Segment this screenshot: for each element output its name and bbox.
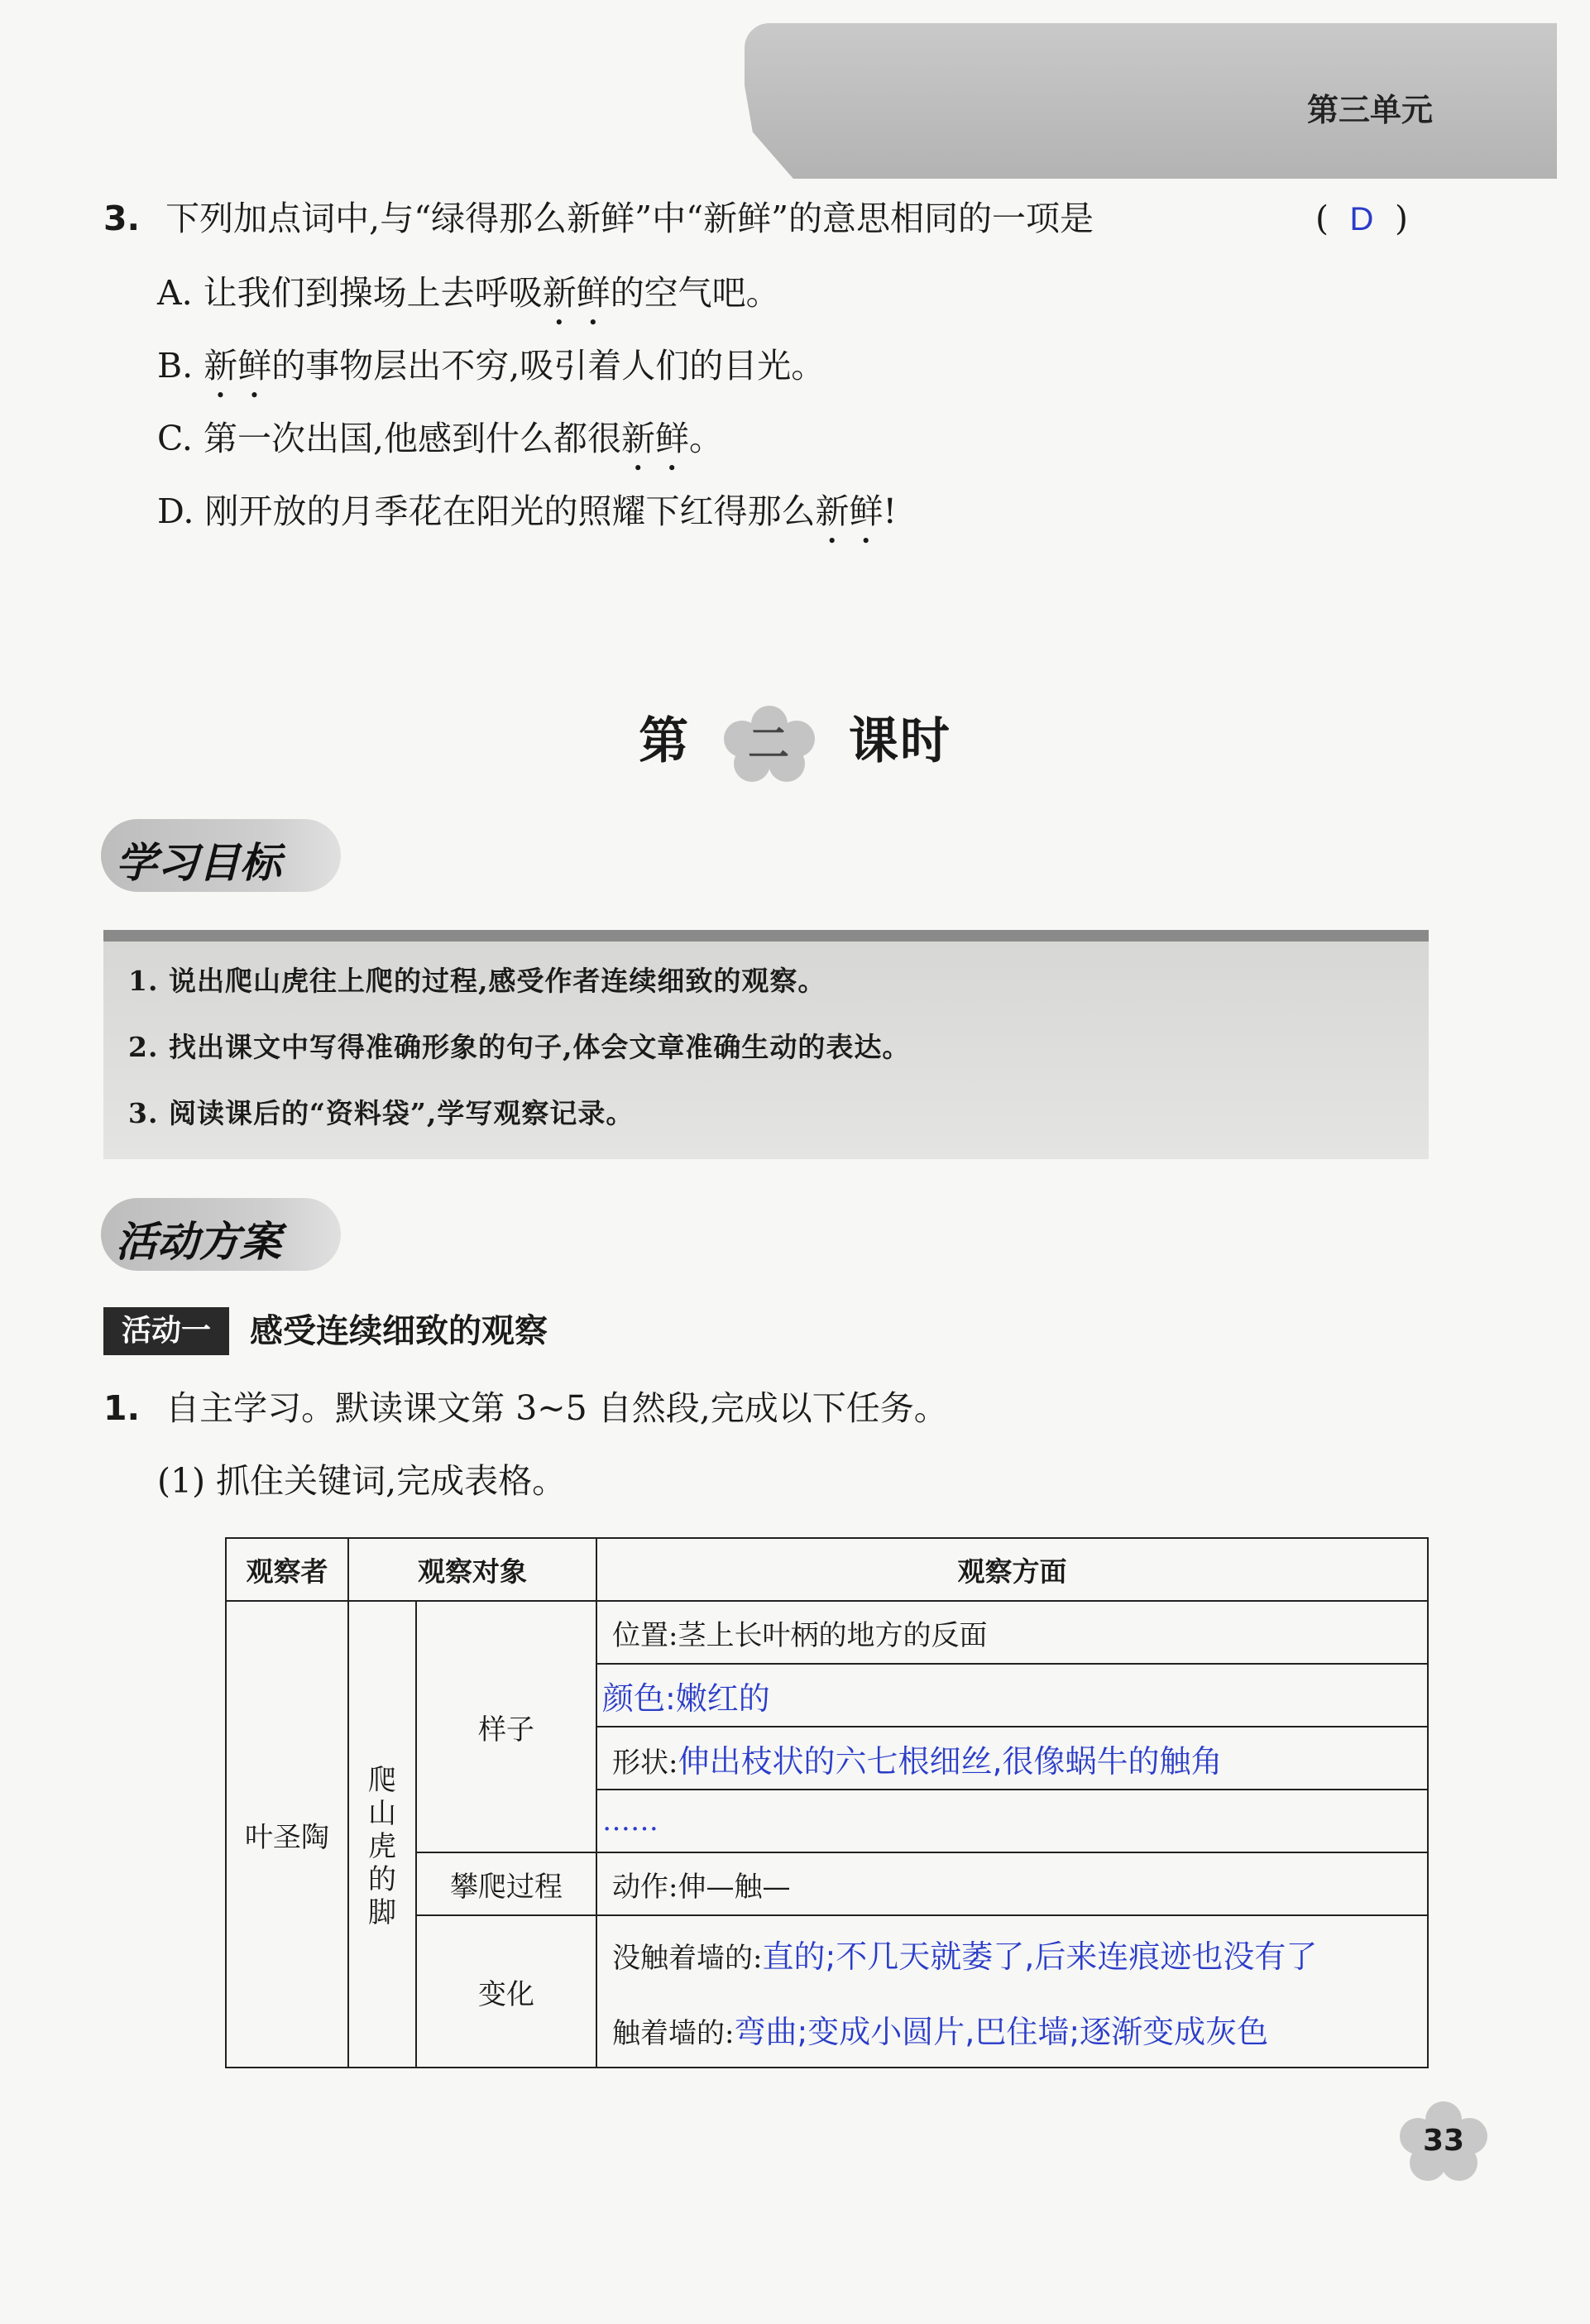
appearance-cell: 样子 <box>416 1601 596 1852</box>
table-header-row <box>226 1538 1428 1601</box>
header-object: 观察对象 <box>348 1538 596 1601</box>
observation-table <box>225 1537 1429 2068</box>
goal-item: 2. 找出课文中写得准确形象的句子,体会文章准确生动的表达。 <box>128 1031 911 1063</box>
object-cell <box>348 1601 416 2068</box>
activity-title: 感受连续细致的观察 <box>250 1312 548 1350</box>
option-text: B. <box>157 346 204 386</box>
option-c <box>157 419 723 478</box>
object-char: 的 <box>368 1862 396 1896</box>
question-stem: 下列加点词中,与“绿得那么新鲜”中“新鲜”的意思相同的一项是 <box>165 199 1094 238</box>
option-text: ! <box>883 491 897 531</box>
dotted-word: 新鲜 <box>542 273 611 313</box>
lesson-suffix: 课时 <box>848 712 951 770</box>
object-char: 山 <box>368 1796 396 1830</box>
question-3-stem <box>103 199 1094 239</box>
object-char: 脚 <box>368 1895 396 1929</box>
task-line <box>103 1388 948 1429</box>
goal-item: 3. 阅读课后的“资料袋”,学写观察记录。 <box>128 1097 635 1129</box>
subtask-line: (1) 抓住关键词,完成表格。 <box>157 1461 567 1501</box>
color-answer-cell: 颜色:嫩红的 <box>596 1664 1428 1727</box>
object-char: 虎 <box>368 1829 396 1863</box>
option-text: 的事物层出不穷,吸引着人们的目光。 <box>271 346 826 386</box>
option-text: 的空气吧。 <box>610 273 780 313</box>
ellipsis-cell: …… <box>596 1790 1428 1852</box>
shape-cell <box>596 1727 1428 1790</box>
flower-numeral-icon <box>721 706 818 782</box>
object-char: 爬 <box>368 1763 396 1797</box>
goals-section-title: 学习目标 <box>116 839 281 887</box>
task-number: 1. <box>103 1388 141 1428</box>
climb-cell: 攀爬过程 <box>416 1852 596 1915</box>
task-text: 自主学习。默读课文第 3~5 自然段,完成以下任务。 <box>165 1388 948 1428</box>
page-number: 33 <box>1422 2124 1465 2158</box>
question-number: 3. <box>103 199 141 238</box>
table-row <box>226 1601 1428 1664</box>
answer-paren-open: ( <box>1315 199 1329 238</box>
lesson-prefix: 第 <box>639 712 691 770</box>
answer-letter: D <box>1349 201 1374 237</box>
lesson-numeral: 二 <box>748 720 791 769</box>
touch-cell <box>596 1991 1428 2068</box>
header-observer: 观察者 <box>226 1538 348 1601</box>
shape-label: 形状: <box>612 1746 678 1780</box>
answer-blank <box>1315 199 1408 238</box>
dotted-word: 新鲜 <box>621 419 690 458</box>
dotted-word: 新鲜 <box>815 491 884 531</box>
no-touch-cell <box>596 1915 1428 1991</box>
answer-paren-close: ) <box>1395 199 1408 238</box>
option-a <box>157 273 780 333</box>
position-cell: 位置:茎上长叶柄的地方的反面 <box>596 1601 1428 1664</box>
option-b <box>157 346 825 405</box>
action-cell: 动作:伸—触— <box>596 1852 1428 1915</box>
option-text: D. 刚开放的月季花在阳光的照耀下红得那么 <box>157 491 816 531</box>
observer-cell: 叶圣陶 <box>226 1601 348 2068</box>
goal-item: 1. 说出爬山虎往上爬的过程,感受作者连续细致的观察。 <box>128 965 826 997</box>
change-cell: 变化 <box>416 1915 596 2068</box>
touch-answer: 弯曲;变成小圆片,巴住墙;逐渐变成灰色 <box>734 2014 1269 2050</box>
touch-label: 触着墙的: <box>612 2017 735 2050</box>
activity-badge: 活动一 <box>103 1307 229 1355</box>
option-d <box>157 491 897 551</box>
header-band <box>745 23 1557 179</box>
unit-label: 第三单元 <box>1306 92 1433 128</box>
activity-section-title: 活动方案 <box>116 1218 281 1266</box>
no-touch-answer: 直的;不几天就萎了,后来连痕迹也没有了 <box>762 1938 1318 1975</box>
option-text: A. 让我们到操场上去呼吸 <box>157 273 543 313</box>
dotted-word: 新鲜 <box>204 346 272 386</box>
page-number-badge <box>1398 2100 1489 2183</box>
no-touch-label: 没触着墙的: <box>612 1942 763 1975</box>
option-text: C. 第一次出国,他感到什么都很 <box>157 419 622 458</box>
header-aspect: 观察方面 <box>596 1538 1428 1601</box>
lesson-title <box>0 702 1590 782</box>
shape-answer: 伸出枝状的六七根细丝,很像蜗牛的触角 <box>678 1742 1223 1780</box>
option-text: 。 <box>689 419 724 458</box>
